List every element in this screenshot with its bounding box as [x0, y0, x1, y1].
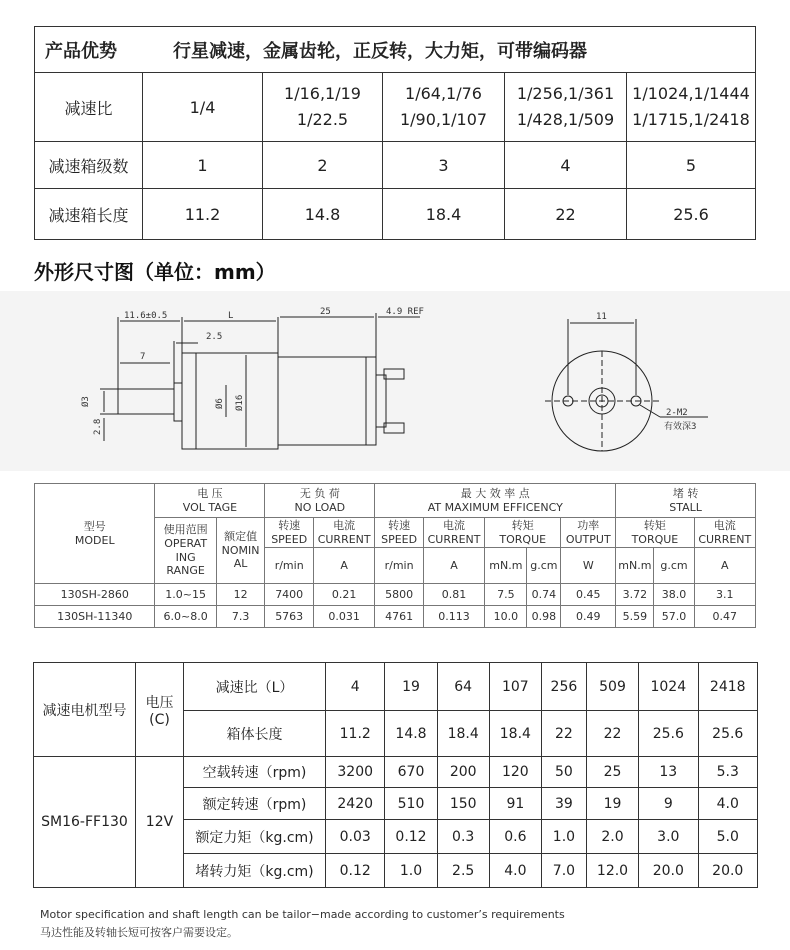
table-cell: 0.47 — [694, 606, 755, 628]
torque-header-en: TORQUE — [499, 532, 547, 546]
stall-header-en: STALL — [669, 500, 702, 514]
table-cell: 0.12 — [385, 820, 437, 854]
table-cell: 4.0 — [698, 788, 758, 820]
voltage-header-cn: 电 压 — [197, 486, 223, 500]
row-label: 空载转速（rpm) — [184, 757, 326, 788]
terminal-bottom — [384, 423, 404, 433]
table-cell: 200 — [437, 757, 489, 788]
table-cell: 25.6 — [639, 711, 698, 757]
footer-note-cn: 马达性能及转轴长短可按客户需要设定。 — [40, 926, 238, 939]
current-header-en: CURRENT — [698, 532, 752, 546]
table-cell: 2.5 — [437, 854, 489, 888]
length-label: 箱体长度 — [184, 711, 326, 757]
table-cell: 18.4 — [437, 711, 489, 757]
motor-spec-table — [34, 483, 756, 628]
spec-header-row-1 — [35, 484, 756, 518]
table-cell: 7.0 — [541, 854, 586, 888]
model-header — [35, 484, 155, 584]
row-label: 减速比 — [35, 73, 143, 142]
row-label: 额定力矩（kg.cm) — [184, 820, 326, 854]
stage-row — [35, 142, 756, 189]
noload-current-header — [314, 518, 375, 548]
dim-ref: 4.9 REF — [386, 307, 424, 317]
table-cell: 510 — [385, 788, 437, 820]
dim-d3: Ø3 — [81, 396, 91, 407]
table-cell: 2418 — [698, 663, 758, 711]
table-cell: 107 — [489, 663, 541, 711]
table-cell: 11.2 — [143, 189, 263, 240]
table-cell: 120 — [489, 757, 541, 788]
table-cell: 22 — [505, 189, 627, 240]
voltage-header: 电压 (C) — [136, 663, 184, 757]
nominal-header-cn: 额定值 — [224, 529, 258, 543]
footer-note-en: Motor specification and shaft length can be tailor−made according to customer’s requirements — [40, 908, 565, 921]
dim-25: 25 — [320, 307, 331, 317]
stall-header — [616, 484, 756, 518]
length-row — [35, 189, 756, 240]
table-cell: 25.6 — [698, 711, 758, 757]
model-value: SM16-FF130 — [34, 757, 136, 888]
end-cap-shape — [376, 375, 386, 427]
maxeff-power-header — [561, 518, 616, 548]
table-cell: 1/4 — [143, 73, 263, 142]
range-header-en: OPERAT ING RANGE — [164, 536, 208, 578]
table-cell: 1024 — [639, 663, 698, 711]
stall-header-cn: 堵 转 — [672, 486, 699, 500]
table-cell: 0.45 — [561, 584, 616, 606]
table-cell: 0.3 — [437, 820, 489, 854]
table-cell: 5.3 — [698, 757, 758, 788]
table-cell: 39 — [541, 788, 586, 820]
gear-motor-table — [33, 662, 758, 888]
motor-body-shape — [278, 357, 376, 445]
table-cell: 5800 — [375, 584, 424, 606]
table-cell: 0.49 — [561, 606, 616, 628]
model-header-en: MODEL — [74, 533, 115, 547]
table-cell: 1/1024,1/1444 1/1715,1/2418 — [627, 73, 756, 142]
maxeff-torque-header — [485, 518, 561, 548]
table-cell: 19 — [385, 663, 437, 711]
current-header-cn: 电流 — [713, 518, 736, 532]
table-cell: 0.113 — [423, 606, 484, 628]
table-cell: 7400 — [265, 584, 314, 606]
stall-torque-header — [616, 518, 694, 548]
table-cell: 50 — [541, 757, 586, 788]
table-cell: 0.6 — [489, 820, 541, 854]
nominal-header-en: NOMIN AL — [221, 543, 260, 571]
dim-shaft-length: 11.6±0.5 — [124, 311, 168, 321]
unit-cell: g.cm — [527, 548, 561, 584]
table-cell: 1/256,1/361 1/428,1/509 — [505, 73, 627, 142]
stall-current-header — [694, 518, 755, 548]
voltage-value: 12V — [136, 757, 184, 888]
speed-header-en: SPEED — [271, 532, 308, 546]
shaft-shape — [118, 389, 174, 414]
motor-drawing-svg — [0, 291, 790, 471]
table-cell: 0.21 — [314, 584, 375, 606]
maxeff-speed-header — [375, 518, 424, 548]
dim-2-8: 2.8 — [93, 418, 103, 435]
noload-header — [265, 484, 375, 518]
table-cell: 14.8 — [385, 711, 437, 757]
table-cell: 18.4 — [383, 189, 505, 240]
unit-cell: r/min — [375, 548, 424, 584]
table-cell: 5.59 — [616, 606, 654, 628]
table-cell: 64 — [437, 663, 489, 711]
ratio-row — [35, 73, 756, 142]
terminal-top — [384, 369, 404, 379]
range-header — [155, 518, 216, 584]
maxeff-current-header — [423, 518, 484, 548]
table-cell: 0.81 — [423, 584, 484, 606]
table-cell: 0.74 — [527, 584, 561, 606]
current-header-en: CURRENT — [427, 532, 481, 546]
torque-header-cn: 转矩 — [511, 518, 534, 532]
table-cell: 7.3 — [216, 606, 265, 628]
table-cell: 256 — [541, 663, 586, 711]
table-cell: 12.0 — [586, 854, 638, 888]
table-cell: 2 — [263, 142, 383, 189]
table-cell: 2.0 — [586, 820, 638, 854]
table-cell: 11.2 — [326, 711, 385, 757]
table-cell: 10.0 — [485, 606, 527, 628]
table-cell: 18.4 — [489, 711, 541, 757]
table-cell: 1.0 — [541, 820, 586, 854]
power-header-en: OUTPUT — [565, 532, 611, 546]
table-cell: 0.98 — [527, 606, 561, 628]
table-cell: 4 — [326, 663, 385, 711]
row-label: 堵转力矩（kg.cm) — [184, 854, 326, 888]
table-cell: 20.0 — [698, 854, 758, 888]
noload-speed-header — [265, 518, 314, 548]
table-cell: 1/64,1/76 1/90,1/107 — [383, 73, 505, 142]
table-cell: 0.12 — [326, 854, 385, 888]
current-header-en: CURRENT — [317, 532, 371, 546]
table-cell: 1.0~15 — [155, 584, 216, 606]
dim-d16: Ø16 — [235, 394, 245, 411]
table-row — [34, 757, 758, 788]
power-header-cn: 功率 — [577, 518, 600, 532]
table-cell: 1.0 — [385, 854, 437, 888]
advantage-header-row — [35, 27, 756, 73]
speed-header-cn: 转速 — [388, 518, 411, 532]
ratio-label: 减速比（L） — [184, 663, 326, 711]
dim-7: 7 — [140, 352, 146, 362]
model-header: 减速电机型号 — [34, 663, 136, 757]
unit-cell: mN.m — [616, 548, 654, 584]
maxeff-header-en: AT MAXIMUM EFFICENCY — [427, 500, 563, 514]
table-cell: 3.1 — [694, 584, 755, 606]
current-header-cn: 电流 — [333, 518, 356, 532]
table-cell: 5 — [627, 142, 756, 189]
table-row — [35, 606, 756, 628]
unit-cell: W — [561, 548, 616, 584]
table-cell: 6.0~8.0 — [155, 606, 216, 628]
table-cell: 25 — [586, 757, 638, 788]
advantage-header-cell — [35, 27, 756, 73]
dim-11: 11 — [596, 312, 607, 322]
maxeff-header-cn: 最 大 效 率 点 — [460, 486, 530, 500]
unit-cell: g.cm — [654, 548, 694, 584]
table-cell: 1/16,1/19 1/22.5 — [263, 73, 383, 142]
table-cell: 20.0 — [639, 854, 698, 888]
maxeff-header — [375, 484, 616, 518]
voltage-header-en: VOL TAGE — [182, 500, 238, 514]
nominal-header — [216, 518, 265, 584]
advantage-label: 产品优势 — [45, 40, 117, 62]
table-cell: 509 — [586, 663, 638, 711]
table-cell: 0.031 — [314, 606, 375, 628]
table-cell: 57.0 — [654, 606, 694, 628]
advantage-value: 行星减速，金属齿轮，正反转，大力矩，可带编码器 — [173, 40, 587, 62]
dim-2-5: 2.5 — [206, 332, 223, 342]
row-label: 减速箱级数 — [35, 142, 143, 189]
table-cell: 0.03 — [326, 820, 385, 854]
speed-header-en: SPEED — [381, 532, 418, 546]
table-cell: 3.72 — [616, 584, 654, 606]
dim-depth: 有效深3 — [664, 422, 697, 432]
table-cell: 3.0 — [639, 820, 698, 854]
table-cell: 4 — [505, 142, 627, 189]
torque-header-cn: 转矩 — [643, 518, 666, 532]
table-cell: 22 — [541, 711, 586, 757]
table-cell: 7.5 — [485, 584, 527, 606]
table-cell: 12 — [216, 584, 265, 606]
row-label: 减速箱长度 — [35, 189, 143, 240]
table-cell: 4761 — [375, 606, 424, 628]
table-cell: 130SH-11340 — [35, 606, 155, 628]
ratio-row — [34, 663, 758, 711]
table-cell: 670 — [385, 757, 437, 788]
current-header-cn: 电流 — [443, 518, 466, 532]
dim-d6: Ø6 — [215, 398, 225, 409]
table-cell: 19 — [586, 788, 638, 820]
dim-m2: 2-M2 — [666, 408, 688, 418]
bushing-shape — [174, 383, 182, 421]
table-cell: 2420 — [326, 788, 385, 820]
table-cell: 3 — [383, 142, 505, 189]
table-cell: 5763 — [265, 606, 314, 628]
table-cell: 91 — [489, 788, 541, 820]
dim-L: L — [228, 311, 234, 321]
torque-header-en: TORQUE — [631, 532, 679, 546]
model-header-cn: 型号 — [83, 519, 106, 533]
table-cell: 1 — [143, 142, 263, 189]
unit-cell: A — [423, 548, 484, 584]
table-cell: 9 — [639, 788, 698, 820]
unit-cell: A — [694, 548, 755, 584]
table-cell: 3200 — [326, 757, 385, 788]
unit-cell: A — [314, 548, 375, 584]
noload-header-cn: 无 负 荷 — [299, 486, 340, 500]
dimension-drawing — [0, 291, 790, 471]
table-cell: 4.0 — [489, 854, 541, 888]
table-cell: 150 — [437, 788, 489, 820]
product-advantage-table — [34, 26, 756, 240]
table-cell: 25.6 — [627, 189, 756, 240]
table-cell: 38.0 — [654, 584, 694, 606]
table-cell: 22 — [586, 711, 638, 757]
unit-cell: mN.m — [485, 548, 527, 584]
unit-cell: r/min — [265, 548, 314, 584]
table-cell: 13 — [639, 757, 698, 788]
table-row — [35, 584, 756, 606]
table-cell: 5.0 — [698, 820, 758, 854]
voltage-header — [155, 484, 265, 518]
range-header-cn: 使用范围 — [163, 523, 208, 536]
table-cell: 130SH-2860 — [35, 584, 155, 606]
row-label: 额定转速（rpm) — [184, 788, 326, 820]
section-title: 外形尺寸图（单位：mm） — [34, 260, 276, 284]
noload-header-en: NO LOAD — [294, 500, 346, 514]
table-cell: 14.8 — [263, 189, 383, 240]
speed-header-cn: 转速 — [278, 518, 301, 532]
